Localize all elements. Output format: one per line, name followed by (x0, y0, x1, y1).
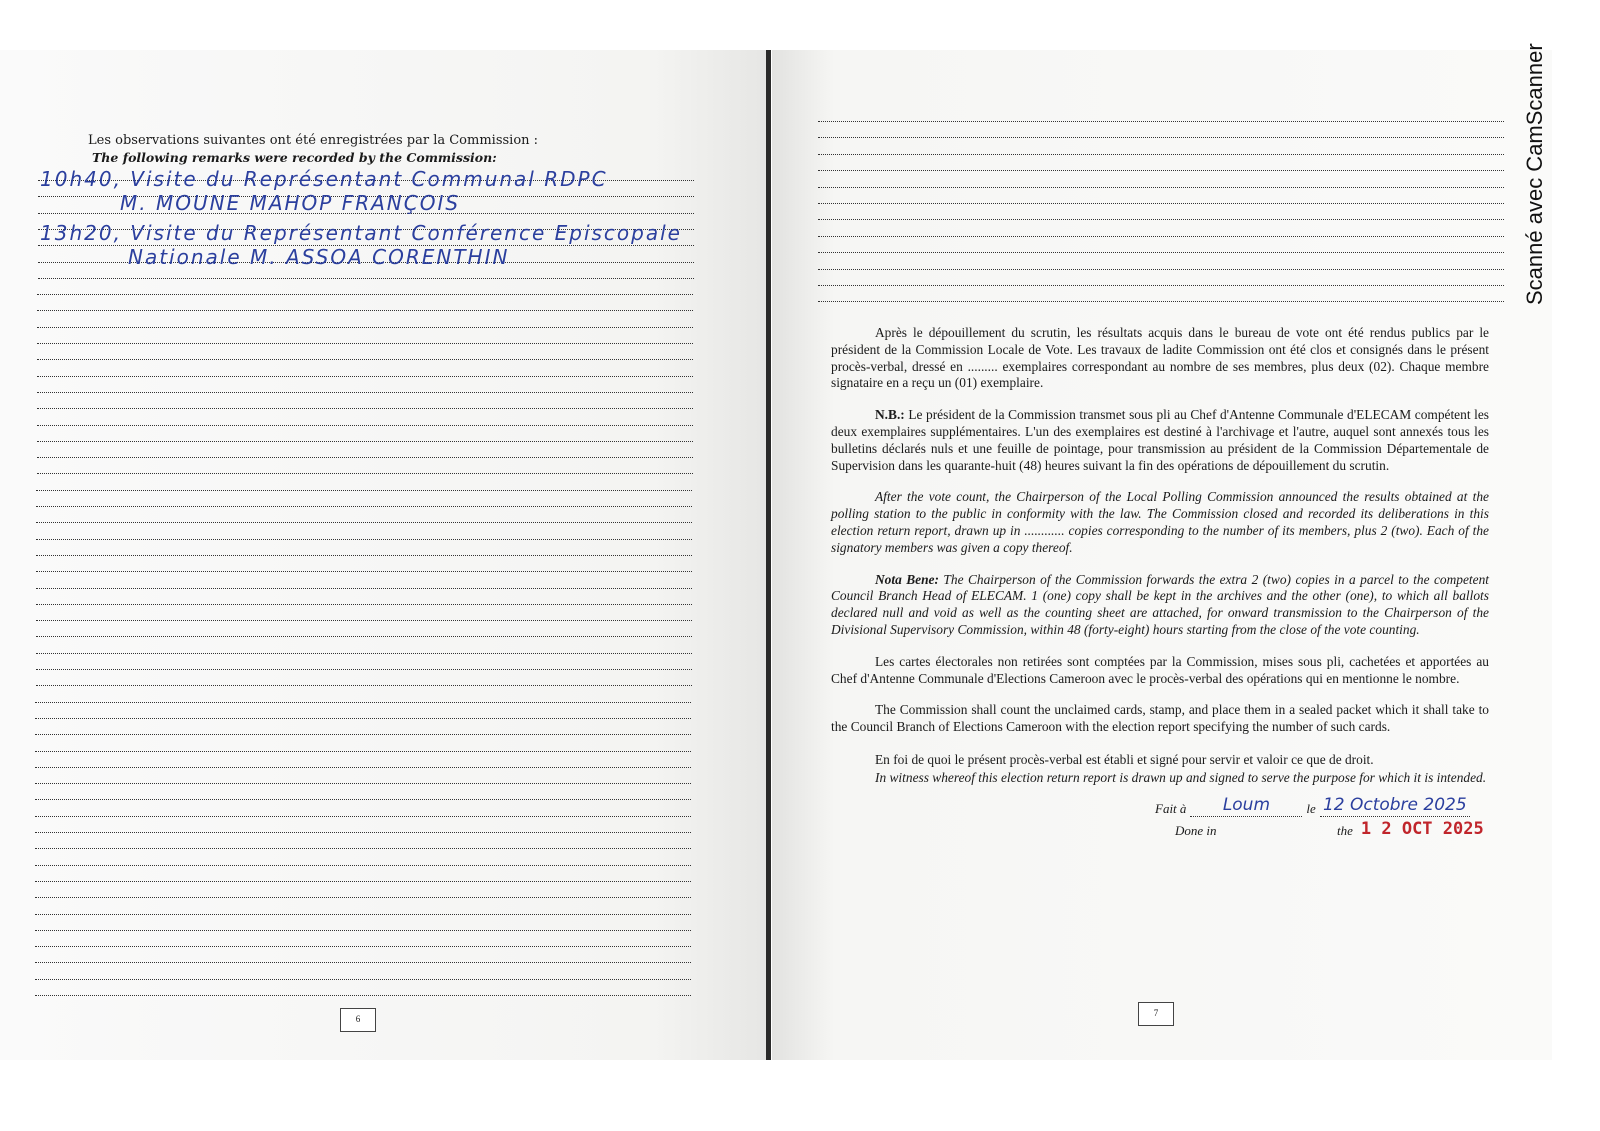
dotted-line (35, 848, 691, 849)
paragraph-text: Après le dépouillement du scrutin, les résultats acquis dans le bureau de vote ont été rendus publics par le président de la Commission Locale de Vote. Les travaux de ladite Commission ont été clos et consignés dans le présent procès-verbal, dressé en ......... exemplaires correspondant au nombre de ses membres, plus deux (02). Chaque membre signataire en a reçu un (01) exemplaire. (831, 325, 1489, 391)
dotted-line (36, 685, 692, 686)
closing-en (831, 769, 1489, 787)
dotted-line (818, 203, 1504, 204)
dotted-line (818, 236, 1504, 237)
page-number-left: 6 (340, 1008, 376, 1032)
paragraph-text: Les cartes électorales non retirées sont comptées par la Commission, mises sous pli, cachetées et apportées au Chef d'Antenne Communale d'Elections Cameroon avec le procès-verbal des opérations qui en mentionne le nombre. (831, 653, 1489, 686)
paragraph-nota-bene-en (831, 572, 1489, 639)
dotted-line (35, 881, 691, 882)
book-spine (766, 50, 771, 1060)
dotted-line (818, 137, 1504, 138)
dotted-line (35, 799, 691, 800)
paragraph-text: The Chairperson of the Commission forwards the extra 2 (two) copies in a parcel to the competent Council Branch Head of ELECAM. 1 (one) copy shall be kept in the archives and the other (one), to which all ballots declared null and void as well as the counting sheet are attached, for onward transmission to the Chairperson of the Divisional Supervisory Commission, within 48 (forty-eight) hours starting from the close of the vote counting. (831, 571, 1489, 637)
dotted-line (35, 995, 691, 996)
dotted-line (37, 473, 693, 474)
dotted-line (35, 897, 691, 898)
dotted-line (35, 979, 691, 980)
dotted-line (818, 285, 1504, 286)
paragraph-text: After the vote count, the Chairperson of the Local Polling Commission announced the results obtained at the polling station to the public in conformity with the law. The Commission closed and recorded its deliberations in this election return report, drawn up in ............ copies corresponding to the number of its members, plus 2 (two). Each of the signatory members was given a copy thereof. (831, 489, 1489, 555)
dotted-line (35, 930, 691, 931)
dotted-line (37, 294, 693, 295)
dotted-line (35, 865, 691, 866)
date-handwritten: 12 Octobre 2025 (1322, 794, 1467, 815)
dotted-line (35, 946, 691, 947)
right-page-text (831, 325, 1489, 839)
paragraph-lead: Nota Bene: (875, 571, 939, 587)
dotted-line (818, 219, 1504, 220)
dotted-line (35, 832, 691, 833)
dotted-line (35, 734, 691, 735)
place-handwritten: Loum (1222, 794, 1271, 815)
dotted-line (36, 588, 692, 589)
dotted-line (36, 490, 692, 491)
closing-fr (831, 751, 1489, 769)
dotted-line (818, 154, 1504, 155)
dotted-line (38, 278, 694, 279)
closing-text: En foi de quoi le présent procès-verbal est établi et signé pour servir et valoir ce que de droit. (875, 751, 1374, 767)
dotted-line (35, 962, 691, 963)
camscanner-watermark: Scanné avec CamScanner (1522, 43, 1547, 305)
dotted-line (36, 522, 692, 523)
dotted-line (35, 718, 691, 719)
dotted-line (37, 376, 693, 377)
dotted-line (36, 539, 692, 540)
handwritten-remark-1: 10h40, Visite du Représentant Communal RDPC (40, 167, 608, 191)
paragraph-lead: N.B.: (875, 407, 905, 423)
dotted-line (818, 269, 1504, 270)
dotted-line (36, 636, 692, 637)
dotted-line (37, 327, 693, 328)
dotted-line (37, 408, 693, 409)
dotted-line (818, 187, 1504, 188)
dotted-line (37, 343, 693, 344)
dotted-line (37, 310, 693, 311)
dotted-line (36, 506, 692, 507)
fait-a-label: Fait à (1155, 800, 1187, 816)
dotted-line (36, 571, 692, 572)
page-number-right: 7 (1138, 1002, 1174, 1026)
observations-heading-en: The following remarks were recorded by the Commission: (92, 150, 497, 165)
date-stamp: 1 2 OCT 2025 (1360, 818, 1484, 839)
paragraph-nb-fr (831, 407, 1489, 474)
dotted-line (36, 653, 692, 654)
handwritten-remark-2: 13h20, Visite du Représentant Conférence Episcopale (40, 221, 682, 245)
observations-heading-fr: Les observations suivantes ont été enregistrées par la Commission : (88, 133, 539, 148)
paragraph-results-en (831, 489, 1489, 556)
handwritten-remark-2-name: Nationale M. ASSOA CORENTHIN (128, 245, 510, 269)
dotted-line (37, 441, 693, 442)
dotted-line (36, 555, 692, 556)
dotted-line (818, 252, 1504, 253)
dotted-line (37, 392, 693, 393)
dotted-line (35, 702, 691, 703)
paragraph-cards-en (831, 702, 1489, 736)
dotted-line (818, 301, 1504, 302)
dotted-line (35, 751, 691, 752)
closing-text: In witness whereof this election return report is drawn up and signed to serve the purpose for which it is intended. (875, 769, 1487, 785)
dotted-line (818, 121, 1504, 122)
paragraph-cards-fr (831, 654, 1489, 688)
le-label: le (1306, 800, 1316, 816)
dotted-line (36, 604, 692, 605)
signature-block (1155, 795, 1489, 839)
the-label: the (1337, 822, 1353, 838)
dotted-line (37, 457, 693, 458)
dotted-line (37, 359, 693, 360)
dotted-line (35, 783, 691, 784)
dotted-line (35, 914, 691, 915)
dotted-line (36, 620, 692, 621)
paragraph-text: Le président de la Commission transmet sous pli au Chef d'Antenne Communale d'ELECAM compétent les deux exemplaires supplémentaires. L'un des exemplaires est destiné à l'archivage et l'autre, auquel sont annexés tous les bulletins déclarés nuls et une feuille de pointage, pour transmission au président de la Commission Départementale de Supervision dans les quarante-huit (48) heures suivant la fin des opérations de dépouillement du scrutin. (831, 407, 1489, 473)
paragraph-results-fr (831, 325, 1489, 392)
dotted-line (35, 767, 691, 768)
dotted-line (35, 816, 691, 817)
dotted-line (37, 425, 693, 426)
handwritten-remark-1-name: M. MOUNE MAHOP FRANÇOIS (120, 191, 461, 215)
paragraph-text: The Commission shall count the unclaimed cards, stamp, and place them in a sealed packet which it shall take to the Council Branch of Elections Cameroon with the election report specifying the number of such cards. (831, 702, 1489, 735)
done-in-label: Done in (1175, 822, 1217, 838)
dotted-line (818, 170, 1504, 171)
dotted-line (36, 669, 692, 670)
